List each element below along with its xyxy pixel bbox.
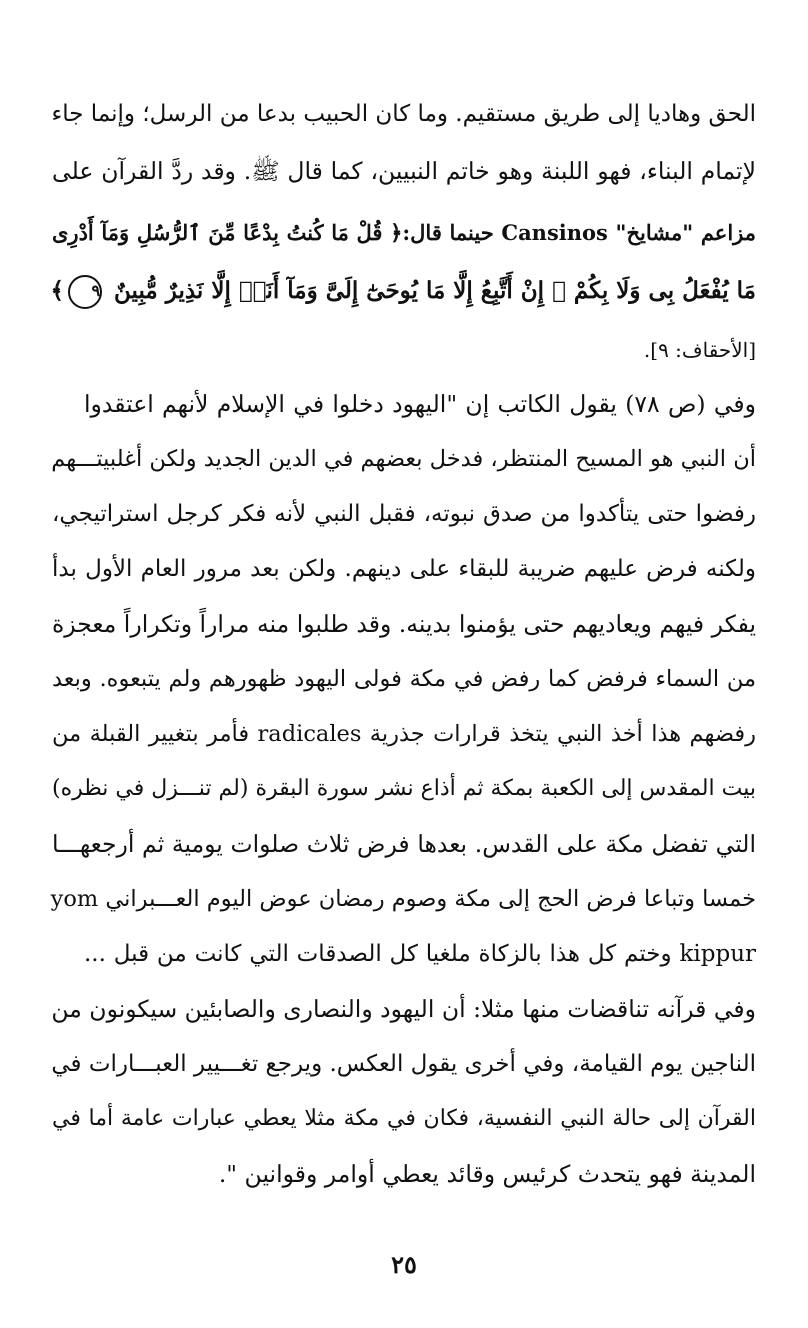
quran-verse-line-1: مزاعم "مشايخ" Cansinos حينما قال:﴿ قُلْ مَا كُنتُ بِدْعًا مِّنَ ٱلرُّسُلِ وَمَآ أَدْرِى — [52, 220, 756, 245]
page-number: ٢٥ — [391, 1250, 417, 1279]
text-line-11: من السماء فرفض كما رفض في مكة فولى اليهود ظهورهم ولم يتبعوه. وبعد — [52, 666, 756, 692]
ayah-number-marker: ٩ — [68, 275, 102, 309]
text-line-15: خمسا وتباعا فرض الحج إلى مكة وصوم رمضان عوض اليوم العـــبراني yom — [50, 886, 756, 912]
text-line-14: التي تفضل مكة على القدس. بعدها فرض ثلاث صلوات يومية ثم أرجعهـــا — [52, 830, 756, 858]
text-line-16: kippur وختم كل هذا بالزكاة ملغيا كل الصدقات التي كانت من قبل ... — [84, 941, 756, 967]
text-line-12: رفضهم هذا أخذ النبي يتخذ قرارات جذرية radicales فأمر بتغيير القبلة من — [52, 721, 756, 747]
text-line-1: الحق وهاديا إلى طريق مستقيم. وما كان الحبيب بدعا من الرسل؛ وإنما جاء — [51, 101, 756, 127]
text-line-9: ولكنه فرض عليهم ضريبة للبقاء على دينهم. ولكن بعد مرور العام الأول بدأ — [52, 556, 756, 582]
text-line-19: القرآن إلى حالة النبي النفسية، فكان في مكة مثلا يعطي عبارات عامة أما في — [52, 1106, 756, 1131]
text-line-6: وفي (ص ٧٨) يقول الكاتب إن "اليهود دخلوا في الإسلام لأنهم اعتقدوا — [84, 390, 756, 418]
text-line-20: المدينة فهو يتحدث كرئيس وقائد يعطي أوامر وقوانين ". — [218, 1160, 756, 1188]
verse-reference: [الأحقاف: ٩]. — [643, 338, 756, 362]
text-line-13: بيت المقدس إلى الكعبة بمكة ثم أذاع نشر سورة البقرة (لم تنـــزل في نظره) — [52, 776, 756, 801]
text-line-2: لإتمام البناء، فهو اللبنة وهو خاتم النبيين، كما قال ﷺ. وقد ردَّ القرآن على — [52, 157, 756, 185]
text-line-18: الناجين يوم القيامة، وفي أخرى يقول العكس. ويرجع تغـــيير العبـــارات في — [51, 1051, 756, 1077]
text-line-8: رفضوا حتى يتأكدوا من صدق نبوته، فقبل النبي لأنه فكر كرجل استراتيجي، — [52, 501, 756, 527]
quran-verse-line-2 — [52, 266, 756, 316]
closing-ornate-bracket: ﴾ — [50, 277, 65, 304]
text-line-10: يفكر فيهم ويعاديهم حتى يؤمنوا بدينه. وقد طلبوا منه مراراً وتكراراً معجزة — [51, 610, 756, 638]
text-line-17: وفي قرآنه تناقضات منها مثلا: أن اليهود والنصارى والصابئين سيكونون من — [51, 995, 756, 1023]
quran-verse-text: مَا يُفْعَلُ بِى وَلَا بِكُمْ ۖ إِنْ أَتَّبِعُ إِلَّا مَا يُوحَىٰٓ إِلَىَّ وَمَآ أَنَا۠ إِلَّا نَذِيرٌ مُّبِينٌ — [114, 277, 756, 304]
text-line-7: أن النبي هو المسيح المنتظر، فدخل بعضهم في الدين الجديد ولكن أغلبيتـــهم — [51, 446, 756, 472]
